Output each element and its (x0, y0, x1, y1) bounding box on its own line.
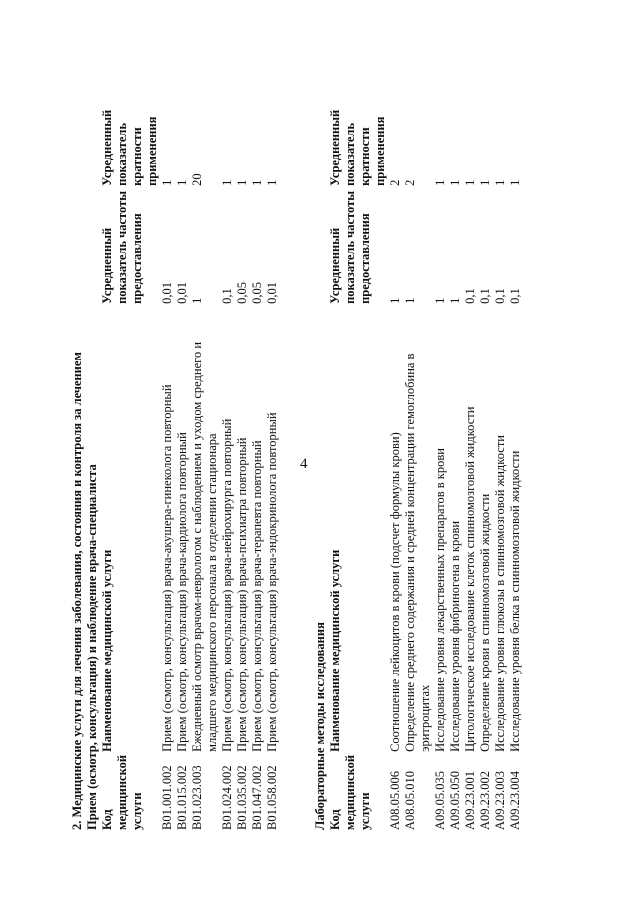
multiplicity-value: 1 (160, 179, 174, 186)
service-code: A08.05.006 (388, 770, 402, 830)
table-row (478, 76, 493, 830)
frequency-value: 1 (190, 297, 204, 304)
frequency-value: 0,1 (220, 288, 234, 304)
service-name: Прием (осмотр, консультация) врача-акушера-гинеколога повторный (160, 384, 174, 752)
section-title: 2. Медицинские услуги для лечения заболевания, состояния и контроля за лечением (70, 352, 84, 830)
service-name: Прием (осмотр, консультация) врача-психиатра повторный (235, 437, 249, 752)
consult-table (100, 76, 280, 830)
multiplicity-value: 1 (220, 179, 234, 186)
table-row (250, 76, 265, 830)
table-row (508, 76, 523, 830)
service-name: Цитологическое исследование клеток спинномозговой жидкости (463, 406, 477, 752)
service-code: A08.05.010 (403, 770, 417, 830)
multiplicity-value: 1 (508, 179, 522, 186)
table-row (493, 76, 508, 830)
service-name: Исследование уровня лекарственных препаратов в крови (433, 448, 447, 752)
multiplicity-value: 1 (250, 179, 264, 186)
table-row (433, 76, 448, 830)
frequency-value: 0,05 (235, 282, 249, 304)
service-code: B01.024.002 (220, 765, 234, 830)
multiplicity-value: 2 (388, 179, 402, 186)
multiplicity-value: 1 (235, 179, 249, 186)
multiplicity-value: 1 (478, 179, 492, 186)
service-name: Прием (осмотр, консультация) врача-эндокринолога повторный (265, 412, 279, 752)
service-name: Прием (осмотр, консультация) врача-терапевта повторный (250, 440, 264, 752)
service-code: A09.05.050 (448, 770, 462, 830)
multiplicity-value: 2 (403, 179, 417, 186)
frequency-value: 0,1 (478, 288, 492, 304)
frequency-value: 1 (433, 297, 447, 304)
service-code: B01.047.002 (250, 765, 264, 830)
table-header-row (328, 76, 388, 830)
lab-subsection-title: Лабораторные методы исследования (313, 622, 327, 830)
service-name: Определение среднего содержания и средней концентрации гемоглобина в эритроцитах (403, 353, 432, 752)
multiplicity-value: 1 (463, 179, 477, 186)
service-code: A09.23.003 (493, 770, 507, 830)
consult-subsection-title: Прием (осмотр, консультация) и наблюдение врача-специалиста (85, 464, 99, 830)
service-code: B01.015.002 (175, 765, 189, 830)
service-name: Прием (осмотр, консультация) врача-кардиолога повторный (175, 432, 189, 752)
header-multiplicity: Усредненный показатель кратности применения (100, 109, 159, 186)
lab-table (328, 76, 523, 830)
multiplicity-value: 1 (175, 179, 189, 186)
service-code: B01.035.002 (235, 765, 249, 830)
service-name: Исследование уровня фибриногена в крови (448, 520, 462, 752)
service-code: A09.23.001 (463, 770, 477, 830)
service-code: B01.058.002 (265, 765, 279, 830)
table-row (160, 76, 175, 830)
rotated-document-content (70, 70, 570, 830)
service-code: A09.23.004 (508, 770, 522, 830)
frequency-value: 0,1 (493, 288, 507, 304)
service-code: A09.05.035 (433, 770, 447, 830)
table-row (448, 76, 463, 830)
table-row (265, 76, 280, 830)
table-row (235, 76, 250, 830)
page-number: 4 (300, 456, 308, 472)
header-code: Код медицинской услуги (100, 754, 144, 830)
frequency-value: 0,1 (508, 288, 522, 304)
multiplicity-value: 20 (190, 173, 204, 186)
table-row (220, 76, 235, 830)
service-code: B01.001.002 (160, 765, 174, 830)
table-row (175, 76, 190, 830)
table-row (190, 76, 220, 830)
multiplicity-value: 1 (448, 179, 462, 186)
service-name: Ежедневный осмотр врачом-неврологом с наблюдением и уходом среднего и младшего медицинского персонала в отделении стационара (190, 341, 219, 752)
table-row (388, 76, 403, 830)
header-frequency: Усредненный показатель частоты предоставления (100, 191, 144, 304)
multiplicity-value: 1 (433, 179, 447, 186)
service-name: Прием (осмотр, консультация) врача-нейрохирурга повторный (220, 418, 234, 752)
table-row (403, 76, 433, 830)
frequency-value: 0,1 (463, 288, 477, 304)
header-code: Код медицинской услуги (328, 754, 372, 830)
frequency-value: 0,05 (250, 282, 264, 304)
service-name: Определение крови в спинномозговой жидкости (478, 493, 492, 752)
frequency-value: 0,01 (160, 282, 174, 304)
header-name: Наименование медицинской услуги (328, 549, 342, 752)
table-row (463, 76, 478, 830)
multiplicity-value: 1 (265, 179, 279, 186)
frequency-value: 1 (448, 297, 462, 304)
service-code: A09.23.002 (478, 770, 492, 830)
service-name: Соотношение лейкоцитов в крови (подсчет формулы крови) (388, 432, 402, 752)
frequency-value: 1 (388, 297, 402, 304)
header-multiplicity: Усредненный показатель кратности применения (328, 109, 387, 186)
service-name: Исследование уровня глюкозы в спинномозговой жидкости (493, 435, 507, 752)
frequency-value: 0,01 (175, 282, 189, 304)
table-header-row (100, 76, 160, 830)
frequency-value: 0,01 (265, 282, 279, 304)
header-frequency: Усредненный показатель частоты предоставления (328, 191, 372, 304)
frequency-value: 1 (403, 297, 417, 304)
service-code: B01.023.003 (190, 765, 204, 830)
header-name: Наименование медицинской услуги (100, 549, 114, 752)
multiplicity-value: 1 (493, 179, 507, 186)
service-name: Исследование уровня белка в спинномозговой жидкости (508, 450, 522, 752)
